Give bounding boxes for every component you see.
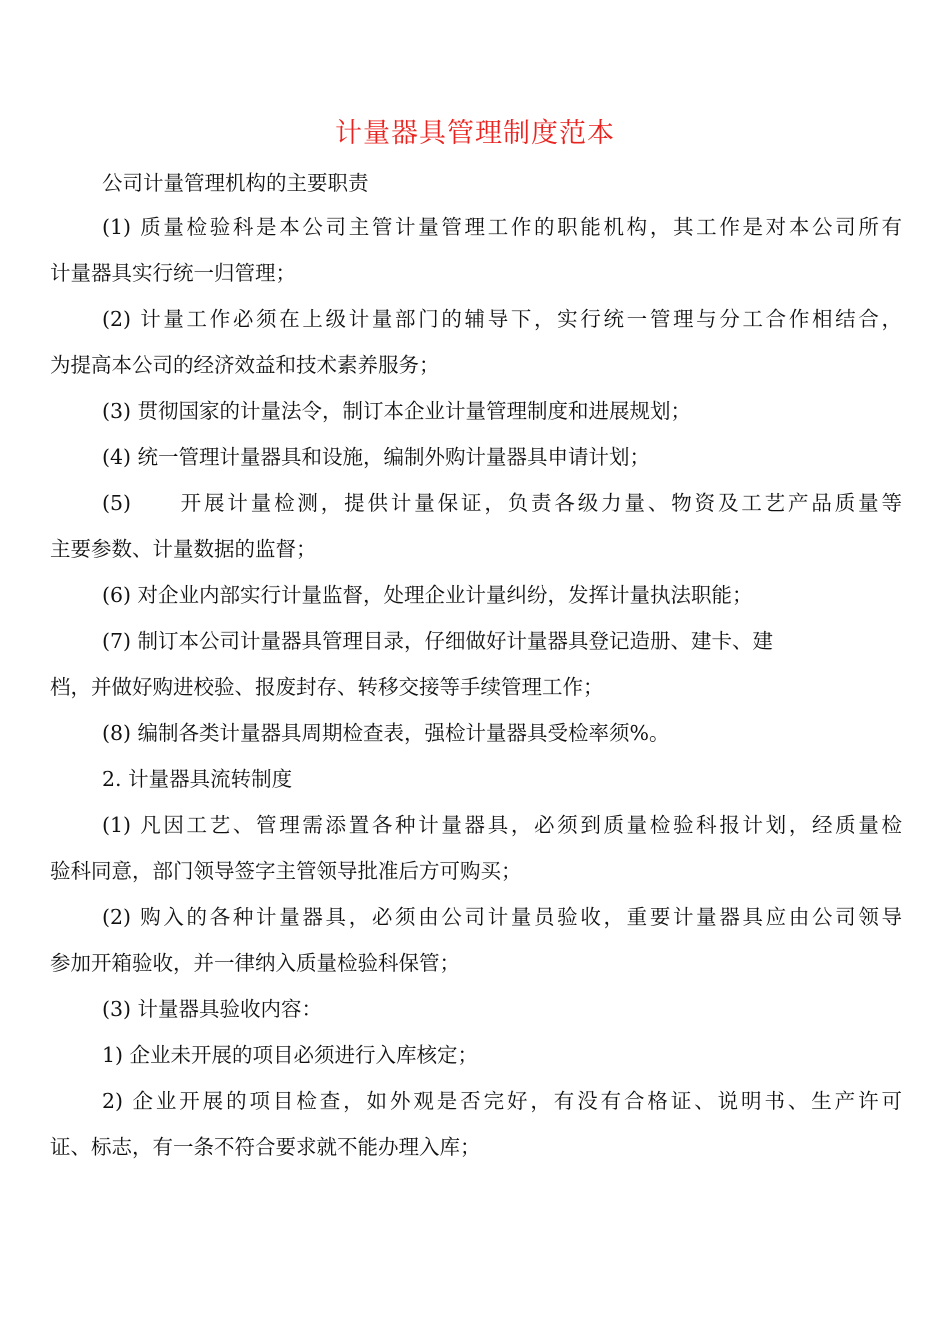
paragraph-line: (4) 统一管理计量器具和设施，编制外购计量器具申请计划；: [102, 445, 651, 469]
paragraph-line: (8) 编制各类计量器具周期检查表，强检计量器具受检率须%。: [102, 721, 670, 745]
paragraph-line: 2) 企业开展的项目检查，如外观是否完好，有没有合格证、说明书、生产许可: [102, 1089, 902, 1113]
paragraph-line: (7) 制订本公司计量器具管理目录，仔细做好计量器具登记造册、建卡、建: [102, 629, 774, 653]
document-title: 计量器具管理制度范本: [335, 118, 615, 149]
paragraph-line: 主要参数、计量数据的监督；: [50, 537, 317, 561]
paragraph-line: 计量器具实行统一归管理；: [50, 261, 296, 285]
paragraph-line: (2) 购入的各种计量器具，必须由公司计量员验收，重要计量器具应由公司领导: [102, 905, 902, 929]
paragraph-line: (1) 凡因工艺、管理需添置各种计量器具，必须到质量检验科报计划，经质量检: [102, 813, 902, 837]
paragraph-line: (3) 贯彻国家的计量法令，制订本企业计量管理制度和进展规划；: [102, 399, 692, 423]
section-heading: 2. 计量器具流转制度: [102, 767, 293, 791]
paragraph-line: 参加开箱验收，并一律纳入质量检验科保管；: [50, 951, 460, 975]
paragraph-line: (6) 对企业内部实行计量监督，处理企业计量纠纷，发挥计量执法职能；: [102, 583, 753, 607]
paragraph-line: (5) 开展计量检测，提供计量保证，负责各级力量、物资及工艺产品质量等: [102, 491, 902, 515]
paragraph-line: 证、标志，有一条不符合要求就不能办理入库；: [50, 1135, 481, 1159]
paragraph-line: 验科同意，部门领导签字主管领导批准后方可购买；: [50, 859, 522, 883]
document-body: [50, 0, 902, 1344]
paragraph-line: 档，并做好购进校验、报废封存、转移交接等手续管理工作；: [50, 675, 604, 699]
paragraph-line: 1) 企业未开展的项目必须进行入库核定；: [102, 1043, 479, 1067]
paragraph-line: 为提高本公司的经济效益和技术素养服务；: [50, 353, 440, 377]
paragraph-line: (2) 计量工作必须在上级计量部门的辅导下，实行统一管理与分工合作相结合，: [102, 307, 902, 331]
paragraph-line: 公司计量管理机构的主要职责: [102, 171, 369, 195]
paragraph-line: (3) 计量器具验收内容：: [102, 997, 323, 1021]
paragraph-line: (1) 质量检验科是本公司主管计量管理工作的职能机构，其工作是对本公司所有: [102, 215, 902, 239]
